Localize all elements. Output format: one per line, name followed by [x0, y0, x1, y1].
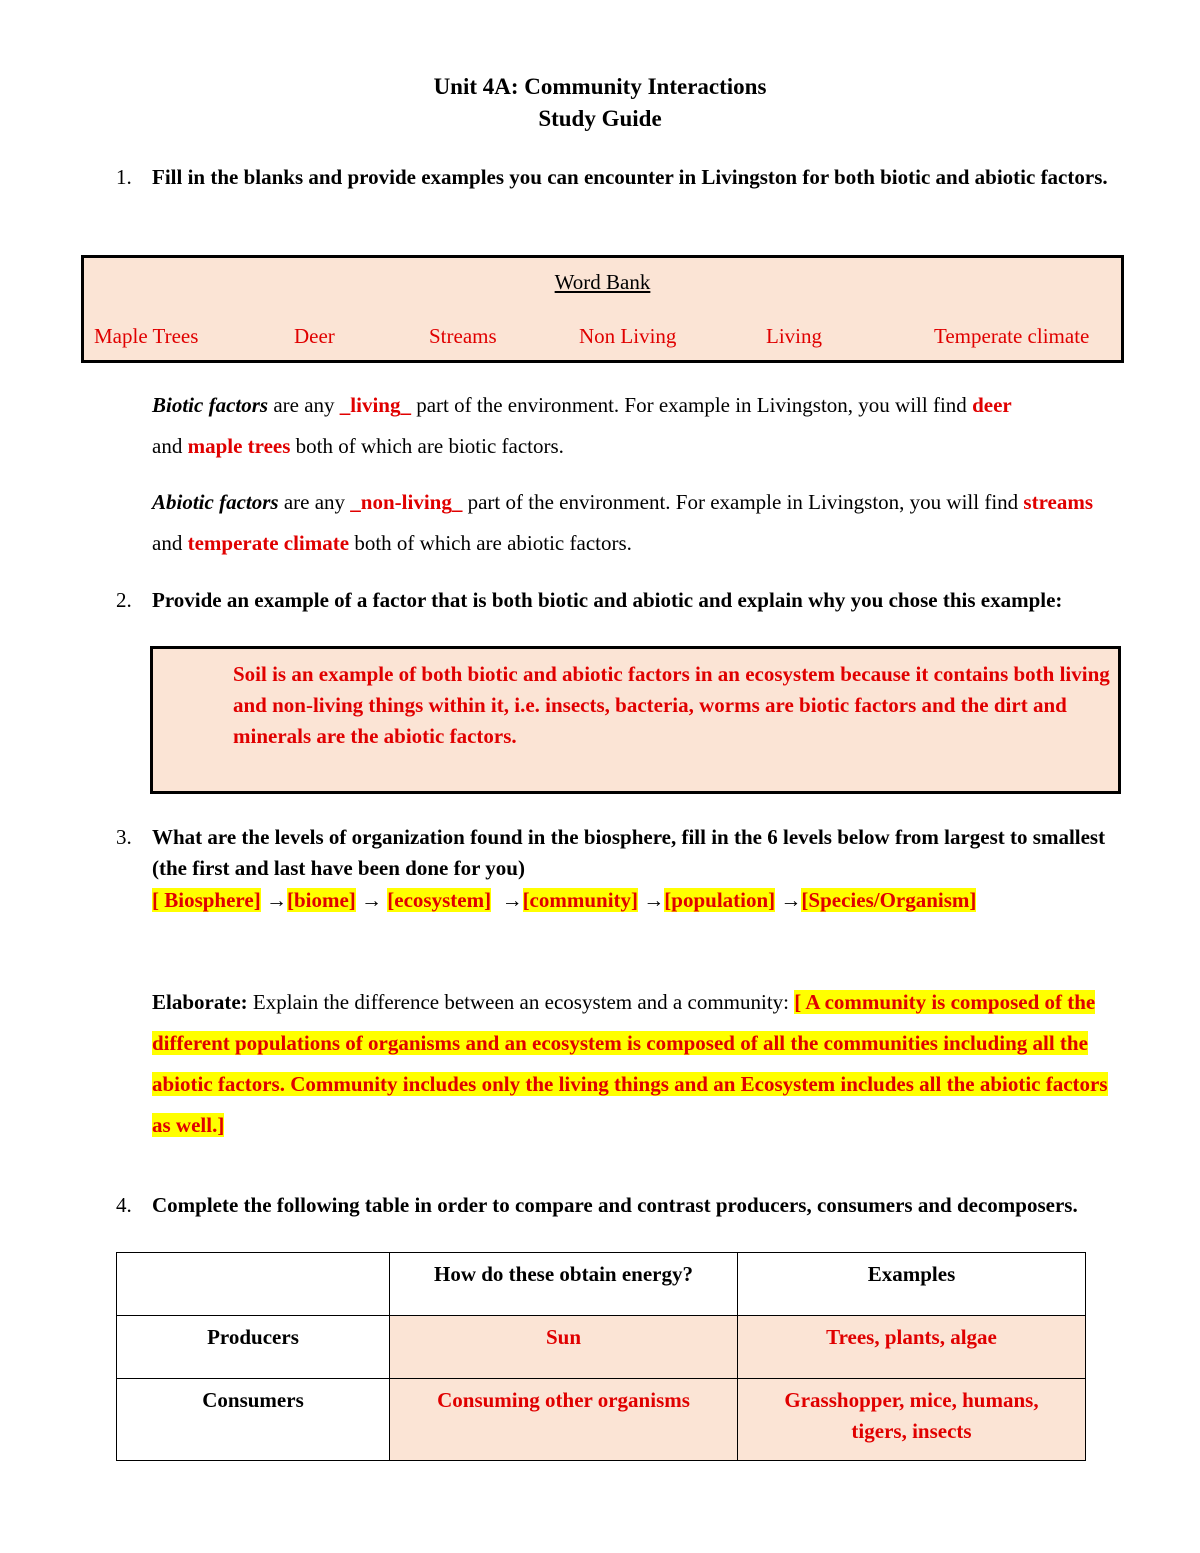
text: and	[152, 531, 188, 555]
abiotic-term: Abiotic factors	[152, 490, 279, 514]
word-bank-title: Word Bank	[554, 270, 651, 294]
table-row-header: Producers	[117, 1316, 390, 1379]
word-bank-word: Living	[766, 324, 822, 348]
level-3: [ecosystem]	[387, 888, 492, 912]
arrow-icon: →	[643, 888, 665, 912]
question-3-number: 3.	[116, 825, 132, 849]
question-2-answer: Soil is an example of both biotic and abiotic factors in an ecosystem because it contains both living and non-living things within it, i.e. insects, bacteria, worms are biotic factors and the dirt and minerals are the abiotic factors.	[233, 662, 1110, 748]
question-2-prompt: Provide an example of a factor that is both biotic and abiotic and explain why you chose this example:	[152, 588, 1063, 612]
level-6: [Species/Organism]	[801, 888, 977, 912]
text: are any	[278, 490, 351, 514]
page-title: Unit 4A: Community Interactions	[433, 74, 767, 99]
abiotic-example-2: temperate climate	[187, 531, 350, 555]
table-cell: Consuming other organisms	[390, 1379, 738, 1461]
arrow-icon: →	[361, 888, 383, 912]
abiotic-paragraph	[152, 482, 1127, 564]
word-bank-word: Maple Trees	[94, 324, 199, 348]
question-1-prompt: Fill in the blanks and provide examples you can encounter in Livingston for both biotic and abiotic factors.	[152, 165, 1108, 189]
question-3-prompt: What are the levels of organization found in the biosphere, fill in the 6 levels below from largest to smallest (the first and last have been done for you)	[152, 825, 1106, 880]
biotic-example-1: deer	[972, 393, 1012, 417]
abiotic-blank-answer: _non-living_	[350, 490, 463, 514]
text: both of which are biotic factors.	[290, 434, 564, 458]
abiotic-example-1: streams	[1023, 490, 1094, 514]
comparison-table	[116, 1252, 1086, 1461]
elaborate-label: Elaborate:	[152, 990, 248, 1014]
question-1-number: 1.	[116, 165, 132, 189]
word-bank-word: Temperate climate	[934, 324, 1090, 348]
question-2-answer-box	[150, 646, 1121, 794]
arrow-icon: →	[780, 888, 802, 912]
text: are any	[268, 393, 340, 417]
elaborate-answer: [ A community is composed of the different populations of organisms and an ecosystem is composed of all the communities including all the abiotic factors. Community includes only the living things and an Ecosystem includes all the abiotic factors as well.]	[152, 990, 1108, 1137]
text: part of the environment. For example in Livingston, you will find	[410, 393, 973, 417]
word-bank-word: Streams	[429, 324, 497, 348]
biotic-example-2: maple trees	[187, 434, 291, 458]
level-1: [ Biosphere]	[152, 888, 261, 912]
word-bank-word: Non Living	[579, 324, 677, 348]
level-2: [biome]	[286, 888, 356, 912]
table-header-cell: Examples	[738, 1253, 1086, 1316]
question-4-number: 4.	[116, 1193, 132, 1217]
table-header-cell	[117, 1253, 390, 1316]
table-header-cell: How do these obtain energy?	[390, 1253, 738, 1316]
table-row	[117, 1316, 1086, 1379]
arrow-icon: →	[265, 888, 287, 912]
biotic-paragraph	[152, 385, 1127, 467]
arrow-icon: →	[501, 888, 523, 912]
text: both of which are abiotic factors.	[349, 531, 632, 555]
table-row	[117, 1379, 1086, 1461]
word-bank-word: Deer	[294, 324, 335, 348]
level-4: [community]	[522, 888, 639, 912]
elaborate-paragraph	[152, 982, 1117, 1146]
biotic-blank-answer: _living_	[339, 393, 411, 417]
table-cell: Grasshopper, mice, humans, tigers, insects	[738, 1379, 1086, 1461]
question-2-number: 2.	[116, 588, 132, 612]
biotic-term: Biotic factors	[152, 393, 269, 417]
table-row-header: Consumers	[117, 1379, 390, 1461]
text: part of the environment. For example in Livingston, you will find	[462, 490, 1024, 514]
table-cell: Trees, plants, algae	[738, 1316, 1086, 1379]
text: and	[152, 434, 188, 458]
levels-of-organization	[152, 885, 976, 916]
level-5: [population]	[664, 888, 776, 912]
table-header-row	[117, 1253, 1086, 1316]
elaborate-prompt: Explain the difference between an ecosystem and a community:	[247, 990, 795, 1014]
page-subtitle: Study Guide	[538, 106, 662, 131]
question-4-prompt: Complete the following table in order to compare and contrast producers, consumers and decomposers.	[152, 1193, 1078, 1217]
table-cell: Sun	[390, 1316, 738, 1379]
word-bank	[81, 255, 1124, 363]
